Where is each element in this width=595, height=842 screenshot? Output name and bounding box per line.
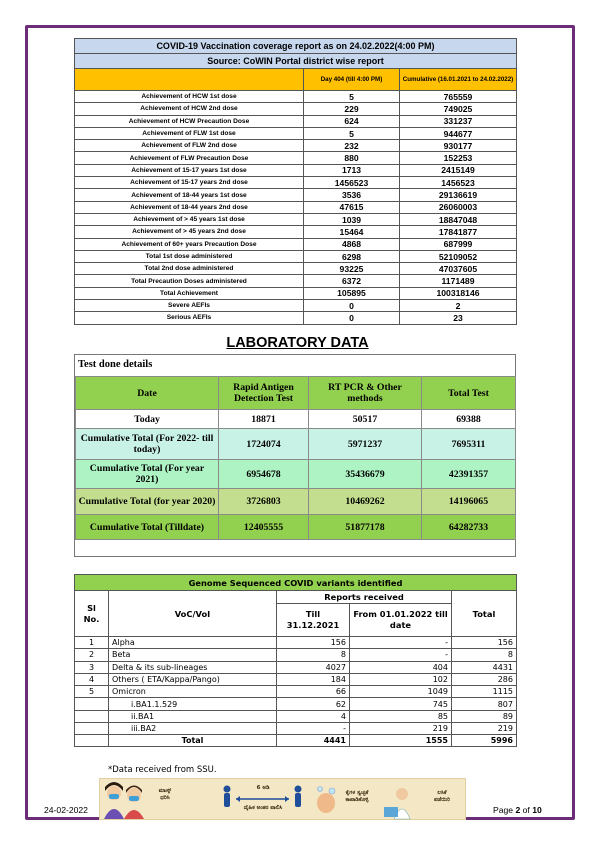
vaccination-row xyxy=(75,226,517,238)
vaccination-row-cumulative: 52109052 xyxy=(400,250,517,262)
vaccination-row-label: Achievement of FLW 2nd dose xyxy=(75,140,304,152)
genome-header-total: Total xyxy=(452,591,517,637)
vaccination-row-cumulative: 100318146 xyxy=(400,287,517,299)
lab-row-date: Cumulative Total (Tilldate) xyxy=(76,515,219,540)
genome-row-no xyxy=(75,698,109,710)
lab-row-rat: 1724074 xyxy=(219,429,309,460)
lab-row-date: Cumulative Total (For year 2021) xyxy=(76,460,219,489)
vaccination-title: COVID-19 Vaccination coverage report as on 24.02.2022(4:00 PM) xyxy=(75,39,517,54)
vaccination-row xyxy=(75,201,517,213)
footer-page-number xyxy=(493,805,542,815)
vaccination-row-cumulative: 17841877 xyxy=(400,226,517,238)
banner-text-left: ಮಾಸ್ಕ್ ಧರಿಸಿ xyxy=(158,788,172,801)
vaccination-row-day: 624 xyxy=(304,115,400,127)
genome-total-from: 1555 xyxy=(350,735,452,747)
vaccination-row-label: Total Precaution Doses administered xyxy=(75,275,304,287)
lab-row xyxy=(76,460,516,489)
genome-row-total: 807 xyxy=(452,698,517,710)
genome-row-name: Omicron xyxy=(109,686,277,698)
vaccination-row-cumulative: 749025 xyxy=(400,103,517,115)
page-prefix: Page xyxy=(493,805,514,815)
banner-distance-value: 6 ಅಡಿ xyxy=(256,785,270,791)
lab-row-rtpcr: 35436679 xyxy=(309,460,422,489)
vaccination-row-day: 232 xyxy=(304,140,400,152)
lab-header-date: Date xyxy=(76,377,219,410)
genome-total-blank xyxy=(75,735,109,747)
lab-row xyxy=(76,489,516,515)
lab-row-rat: 3726803 xyxy=(219,489,309,515)
genome-header-till: Till 31.12.2021 xyxy=(277,604,350,637)
vaccination-header-cumulative: Cumulative (16.01.2021 to 24.02.2022) xyxy=(400,69,517,91)
banner-text-right: ಲಸಿಕೆ ಪಡೆಯಿರಿ xyxy=(433,790,451,803)
genome-row-total: 286 xyxy=(452,673,517,685)
genome-row-from: 219 xyxy=(350,723,452,735)
vaccination-row-day: 0 xyxy=(304,300,400,312)
footer-date: 24-02-2022 xyxy=(44,805,88,815)
vaccination-row-cumulative: 152253 xyxy=(400,152,517,164)
genome-row-no: 4 xyxy=(75,673,109,685)
lab-row-date: Today xyxy=(76,410,219,429)
vaccination-row-day: 1456523 xyxy=(304,177,400,189)
lab-row-rtpcr: 5971237 xyxy=(309,429,422,460)
vaccination-row xyxy=(75,275,517,287)
laboratory-box xyxy=(74,354,516,557)
genome-row-from: 745 xyxy=(350,698,452,710)
awareness-banner xyxy=(99,778,466,820)
vaccination-row xyxy=(75,103,517,115)
genome-row-till: - xyxy=(277,723,350,735)
vaccination-row-label: Achievement of 60+ years Precaution Dose xyxy=(75,238,304,250)
genome-row-from: 404 xyxy=(350,661,452,673)
genome-row xyxy=(75,686,517,698)
genome-row-from: - xyxy=(350,637,452,649)
vaccination-row-label: Achievement of 18-44 years 2nd dose xyxy=(75,201,304,213)
vaccination-row-label: Achievement of 18-44 years 1st dose xyxy=(75,189,304,201)
vaccination-row-label: Achievement of HCW 1st dose xyxy=(75,91,304,103)
page-current: 2 xyxy=(515,805,521,815)
vaccination-row xyxy=(75,250,517,262)
genome-row-from: 102 xyxy=(350,673,452,685)
genome-row xyxy=(75,723,517,735)
vaccination-row-day: 4868 xyxy=(304,238,400,250)
vaccination-row-day: 229 xyxy=(304,103,400,115)
genome-row-till: 62 xyxy=(277,698,350,710)
genome-row xyxy=(75,698,517,710)
genome-row xyxy=(75,710,517,722)
vaccination-row-label: Total 1st dose administered xyxy=(75,250,304,262)
vaccination-row-day: 0 xyxy=(304,312,400,324)
genome-row-name: Delta & its sub-lineages xyxy=(109,661,277,673)
genome-row-no: 1 xyxy=(75,637,109,649)
vaccination-row-cumulative: 18847048 xyxy=(400,213,517,225)
lab-row-total: 64282733 xyxy=(422,515,516,540)
doctor-icon xyxy=(384,788,410,819)
vaccination-row xyxy=(75,91,517,103)
vaccination-row-cumulative: 331237 xyxy=(400,115,517,127)
genome-row-till: 4027 xyxy=(277,661,350,673)
genome-header-slno: Sl No. xyxy=(75,591,109,637)
vaccination-row-day: 1713 xyxy=(304,164,400,176)
vaccination-row-label: Achievement of HCW 2nd dose xyxy=(75,103,304,115)
vaccination-row-label: Severe AEFIs xyxy=(75,300,304,312)
vaccination-row-cumulative: 687999 xyxy=(400,238,517,250)
vaccination-row-label: Achievement of FLW 1st dose xyxy=(75,127,304,139)
vaccination-row-cumulative: 47037605 xyxy=(400,263,517,275)
vaccination-header-day: Day 404 (till 4:00 PM) xyxy=(304,69,400,91)
vaccination-table xyxy=(74,38,517,325)
genome-row-no: 3 xyxy=(75,661,109,673)
genome-row-name: ii.BA1 xyxy=(109,710,277,722)
genome-table xyxy=(74,574,517,747)
vaccination-row-cumulative: 1171489 xyxy=(400,275,517,287)
vaccination-row-label: Serious AEFIs xyxy=(75,312,304,324)
vaccination-header-blank xyxy=(75,69,304,91)
vaccination-row-label: Achievement of 15-17 years 1st dose xyxy=(75,164,304,176)
genome-row-no xyxy=(75,723,109,735)
genome-row-total: 1115 xyxy=(452,686,517,698)
vaccination-row-label: Achievement of > 45 years 2nd dose xyxy=(75,226,304,238)
vaccination-row-cumulative: 1456523 xyxy=(400,177,517,189)
genome-row-till: 8 xyxy=(277,649,350,661)
genome-row-total: 156 xyxy=(452,637,517,649)
vaccination-row-day: 6372 xyxy=(304,275,400,287)
banner-distance-text: ದೈಹಿಕ ಅಂತರ ಪಾಲಿಸಿ xyxy=(243,805,283,811)
vaccination-row-cumulative: 2 xyxy=(400,300,517,312)
genome-row-from: 1049 xyxy=(350,686,452,698)
genome-row-no: 2 xyxy=(75,649,109,661)
vaccination-row-day: 5 xyxy=(304,127,400,139)
genome-row-name: Beta xyxy=(109,649,277,661)
genome-row-total: 219 xyxy=(452,723,517,735)
lab-header-rat: Rapid Antigen Detection Test xyxy=(219,377,309,410)
genome-row-name: Others ( ETA/Kappa/Pango) xyxy=(109,673,277,685)
vaccination-row-day: 15464 xyxy=(304,226,400,238)
genome-row-till: 4 xyxy=(277,710,350,722)
genome-footnote: *Data received from SSU. xyxy=(108,765,217,775)
vaccination-row-cumulative: 765559 xyxy=(400,91,517,103)
lab-row xyxy=(76,515,516,540)
lab-row-total: 42391357 xyxy=(422,460,516,489)
vaccination-row xyxy=(75,263,517,275)
vaccination-row xyxy=(75,127,517,139)
vaccination-row-day: 93225 xyxy=(304,263,400,275)
genome-total-row xyxy=(75,735,517,747)
vaccination-row xyxy=(75,177,517,189)
genome-total-label: Total xyxy=(109,735,277,747)
vaccination-row xyxy=(75,115,517,127)
lab-row-rtpcr: 10469262 xyxy=(309,489,422,515)
genome-row-from: - xyxy=(350,649,452,661)
genome-row-name: i.BA1.1.529 xyxy=(109,698,277,710)
masked-people-icon xyxy=(104,782,144,819)
vaccination-row xyxy=(75,300,517,312)
vaccination-row-day: 880 xyxy=(304,152,400,164)
lab-header-total: Total Test xyxy=(422,377,516,410)
vaccination-row xyxy=(75,152,517,164)
genome-total-value: 5996 xyxy=(452,735,517,747)
lab-row-total: 14196065 xyxy=(422,489,516,515)
genome-row xyxy=(75,649,517,661)
laboratory-title: LABORATORY DATA xyxy=(226,335,369,351)
vaccination-source: Source: CoWIN Portal district wise report xyxy=(75,54,517,69)
genome-header-reports: Reports received xyxy=(277,591,452,604)
lab-row xyxy=(76,410,516,429)
genome-header-from: From 01.01.2022 till date xyxy=(350,604,452,637)
page-total: 10 xyxy=(532,805,542,815)
vaccination-row xyxy=(75,238,517,250)
genome-row-total: 8 xyxy=(452,649,517,661)
vaccination-row-label: Achievement of HCW Precaution Dose xyxy=(75,115,304,127)
vaccination-row-cumulative: 26060003 xyxy=(400,201,517,213)
lab-row-date: Cumulative Total (for year 2020) xyxy=(76,489,219,515)
vaccination-row xyxy=(75,213,517,225)
lab-row-rat: 12405555 xyxy=(219,515,309,540)
lab-row-rtpcr: 50517 xyxy=(309,410,422,429)
banner-text-wash: ಕೈಗಳ ಸ್ವಚ್ಛತೆ ಕಾಪಾಡಿಕೊಳ್ಳಿ xyxy=(345,790,369,803)
vaccination-row-day: 6298 xyxy=(304,250,400,262)
vaccination-row xyxy=(75,140,517,152)
vaccination-row-label: Achievement of FLW Precaution Dose xyxy=(75,152,304,164)
vaccination-row xyxy=(75,312,517,324)
genome-row-name: iii.BA2 xyxy=(109,723,277,735)
hand-wash-icon xyxy=(317,787,335,814)
vaccination-row xyxy=(75,189,517,201)
vaccination-row-cumulative: 23 xyxy=(400,312,517,324)
vaccination-row-label: Total 2nd dose administered xyxy=(75,263,304,275)
genome-total-till: 4441 xyxy=(277,735,350,747)
vaccination-row-cumulative: 930177 xyxy=(400,140,517,152)
genome-row-till: 66 xyxy=(277,686,350,698)
vaccination-row-day: 105895 xyxy=(304,287,400,299)
genome-row-name: Alpha xyxy=(109,637,277,649)
genome-row-from: 85 xyxy=(350,710,452,722)
genome-row-no xyxy=(75,710,109,722)
genome-title: Genome Sequenced COVID variants identified xyxy=(75,575,517,591)
vaccination-row-label: Total Achievement xyxy=(75,287,304,299)
genome-row xyxy=(75,661,517,673)
vaccination-row-cumulative: 29136619 xyxy=(400,189,517,201)
vaccination-row-cumulative: 944677 xyxy=(400,127,517,139)
page-of: of xyxy=(522,805,530,815)
laboratory-table xyxy=(75,376,516,540)
vaccination-row xyxy=(75,287,517,299)
vaccination-row-day: 5 xyxy=(304,91,400,103)
genome-row-no: 5 xyxy=(75,686,109,698)
genome-header-voc: VoC/VoI xyxy=(109,591,277,637)
lab-row-total: 69388 xyxy=(422,410,516,429)
vaccination-row-day: 1039 xyxy=(304,213,400,225)
vaccination-row-day: 47615 xyxy=(304,201,400,213)
vaccination-row-day: 3536 xyxy=(304,189,400,201)
genome-row xyxy=(75,637,517,649)
lab-row-rtpcr: 51877178 xyxy=(309,515,422,540)
genome-row-total: 89 xyxy=(452,710,517,722)
genome-row-till: 156 xyxy=(277,637,350,649)
vaccination-row-label: Achievement of > 45 years 1st dose xyxy=(75,213,304,225)
vaccination-row xyxy=(75,164,517,176)
genome-row-total: 4431 xyxy=(452,661,517,673)
lab-row xyxy=(76,429,516,460)
genome-row xyxy=(75,673,517,685)
laboratory-subtitle: Test done details xyxy=(78,359,153,370)
genome-row-till: 184 xyxy=(277,673,350,685)
lab-row-date: Cumulative Total (For 2022- till today) xyxy=(76,429,219,460)
vaccination-row-cumulative: 2415149 xyxy=(400,164,517,176)
lab-row-rat: 6954678 xyxy=(219,460,309,489)
lab-row-rat: 18871 xyxy=(219,410,309,429)
vaccination-row-label: Achievement of 15-17 years 2nd dose xyxy=(75,177,304,189)
lab-header-rtpcr: RT PCR & Other methods xyxy=(309,377,422,410)
lab-row-total: 7695311 xyxy=(422,429,516,460)
